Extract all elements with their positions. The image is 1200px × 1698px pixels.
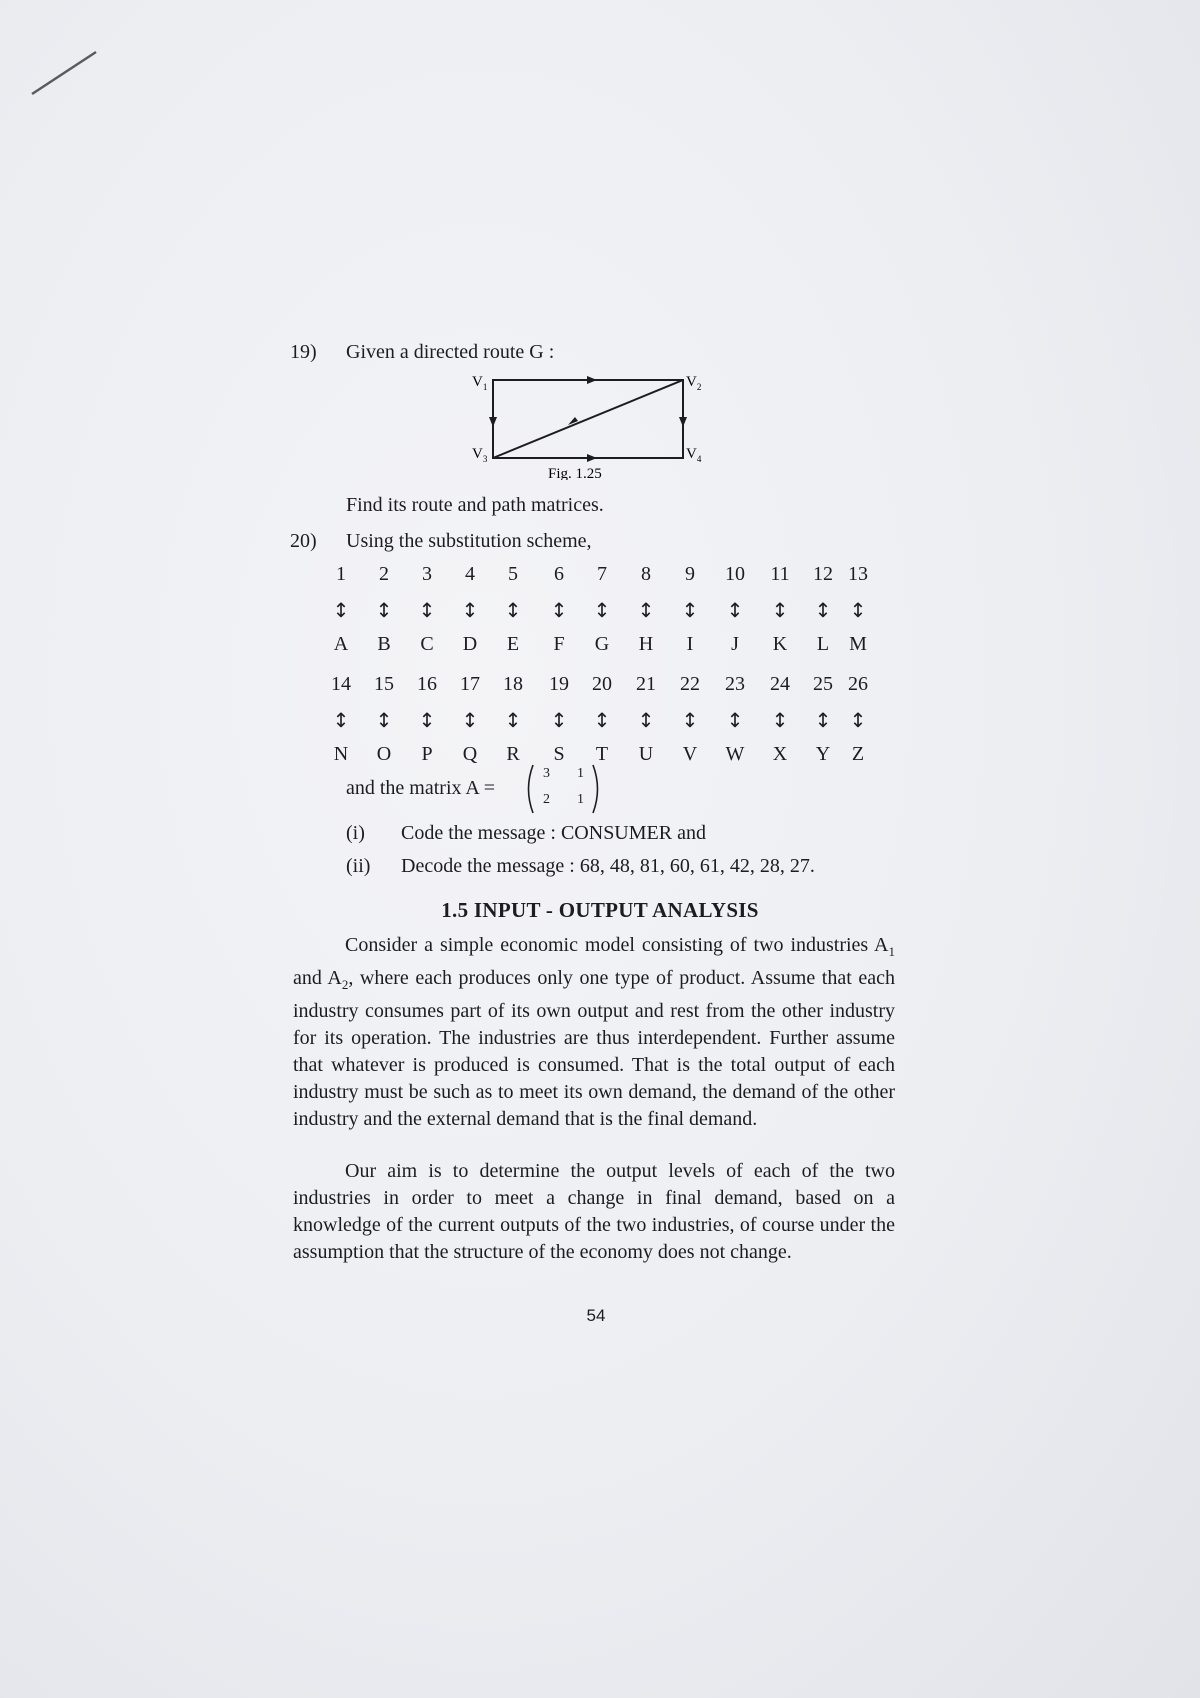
- graph-diagonal-edge: [493, 380, 683, 458]
- double-arrow-icon: ↕: [375, 708, 393, 732]
- scheme-number: 21: [636, 673, 656, 695]
- double-arrow-icon: ↕: [418, 708, 436, 732]
- double-arrow-icon: ↕: [849, 708, 867, 732]
- double-arrow-icon: ↕: [504, 598, 522, 622]
- double-arrow-icon: ↕: [375, 598, 393, 622]
- scheme-letter: G: [594, 633, 610, 655]
- double-arrow-icon: ↕: [726, 708, 744, 732]
- scheme-row-1-numbers: [326, 563, 886, 589]
- scheme-number: 18: [503, 673, 523, 695]
- part-i-text: Code the message : CONSUMER and: [401, 822, 706, 844]
- scheme-number: 8: [641, 563, 651, 585]
- scheme-letter: J: [731, 633, 739, 655]
- scheme-letter: O: [376, 743, 392, 765]
- scheme-number: 15: [374, 673, 394, 695]
- matrix-cell-12: 1: [577, 766, 584, 781]
- scheme-number: 4: [465, 563, 475, 585]
- scheme-letter: D: [462, 633, 478, 655]
- double-arrow-icon: ↕: [550, 598, 568, 622]
- scheme-letter: T: [595, 743, 609, 765]
- scheme-number: 23: [725, 673, 745, 695]
- double-arrow-icon: ↕: [637, 598, 655, 622]
- scheme-letter: S: [553, 743, 565, 765]
- question-20-text: Using the substitution scheme,: [346, 530, 592, 552]
- arrow-v1-v3-icon: [489, 417, 497, 427]
- double-arrow-icon: ↕: [726, 598, 744, 622]
- scheme-letter: L: [816, 633, 830, 655]
- double-arrow-icon: ↕: [504, 708, 522, 732]
- double-arrow-icon: ↕: [418, 598, 436, 622]
- scheme-letter: R: [506, 743, 520, 765]
- scheme-number: 6: [554, 563, 564, 585]
- scheme-letter: C: [420, 633, 434, 655]
- scheme-letter: N: [333, 743, 349, 765]
- scheme-number: 22: [680, 673, 700, 695]
- scheme-letter: Q: [462, 743, 478, 765]
- scheme-letter: Y: [815, 743, 831, 765]
- scheme-number: 25: [813, 673, 833, 695]
- scheme-row-1-arrows: [326, 598, 886, 624]
- scheme-number: 1: [336, 563, 346, 585]
- scheme-number: 24: [770, 673, 790, 695]
- double-arrow-icon: ↕: [550, 708, 568, 732]
- paragraph-1: Consider a simple economic model consisting of two industries $A_1$ and $A_2$, where each produces only one type of product. Assume that each industry consumes part of its own output and rest from the other industry for its operation. The industries are thus interdependent. Further assume that whatever is produced is consumed. That is the total output of each industry must be such as to meet its own demand, the demand of the other industry and the external demand that is the final demand.: [293, 934, 895, 1130]
- scheme-number: 20: [592, 673, 612, 695]
- vertex-v4-label: $V_4$: [686, 446, 702, 464]
- scheme-letter: Z: [851, 743, 865, 765]
- matrix-cell-11: 3: [543, 766, 550, 781]
- vertex-v2-label: $V_2$: [686, 374, 702, 392]
- scan-mark-decoration: [30, 48, 100, 98]
- scheme-number: 13: [848, 563, 868, 585]
- figure-caption: Fig. 1.25: [548, 466, 602, 480]
- question-19-number: 19): [290, 341, 317, 363]
- matrix-parentheses: [523, 762, 603, 816]
- arrow-v3-v4-icon: [587, 454, 597, 462]
- scheme-number: 2: [379, 563, 389, 585]
- scheme-number: 3: [422, 563, 432, 585]
- part-ii-label: (ii): [346, 855, 371, 877]
- page-number: 54: [586, 1306, 606, 1325]
- scheme-number: 10: [725, 563, 745, 585]
- scheme-letter: A: [333, 633, 349, 655]
- scheme-letter: H: [638, 633, 654, 655]
- scheme-letter: I: [686, 633, 694, 655]
- double-arrow-icon: ↕: [681, 708, 699, 732]
- scheme-letter: K: [772, 633, 788, 655]
- double-arrow-icon: ↕: [461, 598, 479, 622]
- double-arrow-icon: ↕: [593, 598, 611, 622]
- matrix-a: [523, 762, 603, 816]
- arrow-v1-v2-icon: [587, 376, 597, 384]
- scheme-letter: P: [421, 743, 433, 765]
- double-arrow-icon: ↕: [637, 708, 655, 732]
- scheme-number: 17: [460, 673, 480, 695]
- double-arrow-icon: ↕: [332, 708, 350, 732]
- vertex-v1-label: $V_1$: [472, 374, 488, 392]
- scheme-letter: F: [553, 633, 565, 655]
- section-heading: 1.5 INPUT - OUTPUT ANALYSIS: [441, 898, 759, 922]
- question-20-number: 20): [290, 530, 317, 552]
- directed-route-figure: [460, 365, 720, 480]
- arrow-v2-v4-icon: [679, 417, 687, 427]
- double-arrow-icon: ↕: [814, 598, 832, 622]
- double-arrow-icon: ↕: [814, 708, 832, 732]
- double-arrow-icon: ↕: [849, 598, 867, 622]
- vertex-v3-label: $V_3$: [472, 446, 488, 464]
- double-arrow-icon: ↕: [771, 708, 789, 732]
- matrix-label: and the matrix A =: [346, 777, 496, 799]
- scheme-number: 11: [770, 563, 790, 585]
- scheme-letter: B: [377, 633, 391, 655]
- scheme-letter: U: [638, 743, 654, 765]
- paragraph-2: Our aim is to determine the output levels of each of the two industries in order to meet a change in final demand, based on a knowledge of the current outputs of the two industries, of course under the assumption that the structure of the economy does not change.: [293, 1160, 895, 1263]
- double-arrow-icon: ↕: [593, 708, 611, 732]
- scheme-row-2-numbers: [326, 673, 886, 699]
- scheme-row-2-letters: [326, 743, 886, 769]
- scheme-letter: E: [506, 633, 520, 655]
- matrix-cell-21: 2: [543, 792, 550, 807]
- double-arrow-icon: ↕: [332, 598, 350, 622]
- scheme-number: 26: [848, 673, 868, 695]
- scheme-letter: X: [772, 743, 788, 765]
- double-arrow-icon: ↕: [461, 708, 479, 732]
- scheme-letter: V: [682, 743, 698, 765]
- question-19-text: Given a directed route G :: [346, 341, 555, 363]
- part-i-label: (i): [346, 822, 365, 844]
- scheme-row-1-letters: [326, 633, 886, 659]
- double-arrow-icon: ↕: [681, 598, 699, 622]
- matrix-cell-22: 1: [577, 792, 584, 807]
- question-19-task: Find its route and path matrices.: [346, 494, 604, 516]
- scheme-number: 19: [549, 673, 569, 695]
- double-arrow-icon: ↕: [771, 598, 789, 622]
- scheme-number: 9: [685, 563, 695, 585]
- scheme-number: 16: [417, 673, 437, 695]
- scheme-number: 14: [331, 673, 351, 695]
- scheme-row-2-arrows: [326, 708, 886, 734]
- scheme-number: 7: [597, 563, 607, 585]
- part-ii-text: Decode the message : 68, 48, 81, 60, 61, 42, 28, 27.: [401, 855, 815, 877]
- scheme-letter: M: [849, 633, 867, 655]
- scheme-number: 5: [508, 563, 518, 585]
- scheme-letter: W: [725, 743, 745, 765]
- scheme-number: 12: [813, 563, 833, 585]
